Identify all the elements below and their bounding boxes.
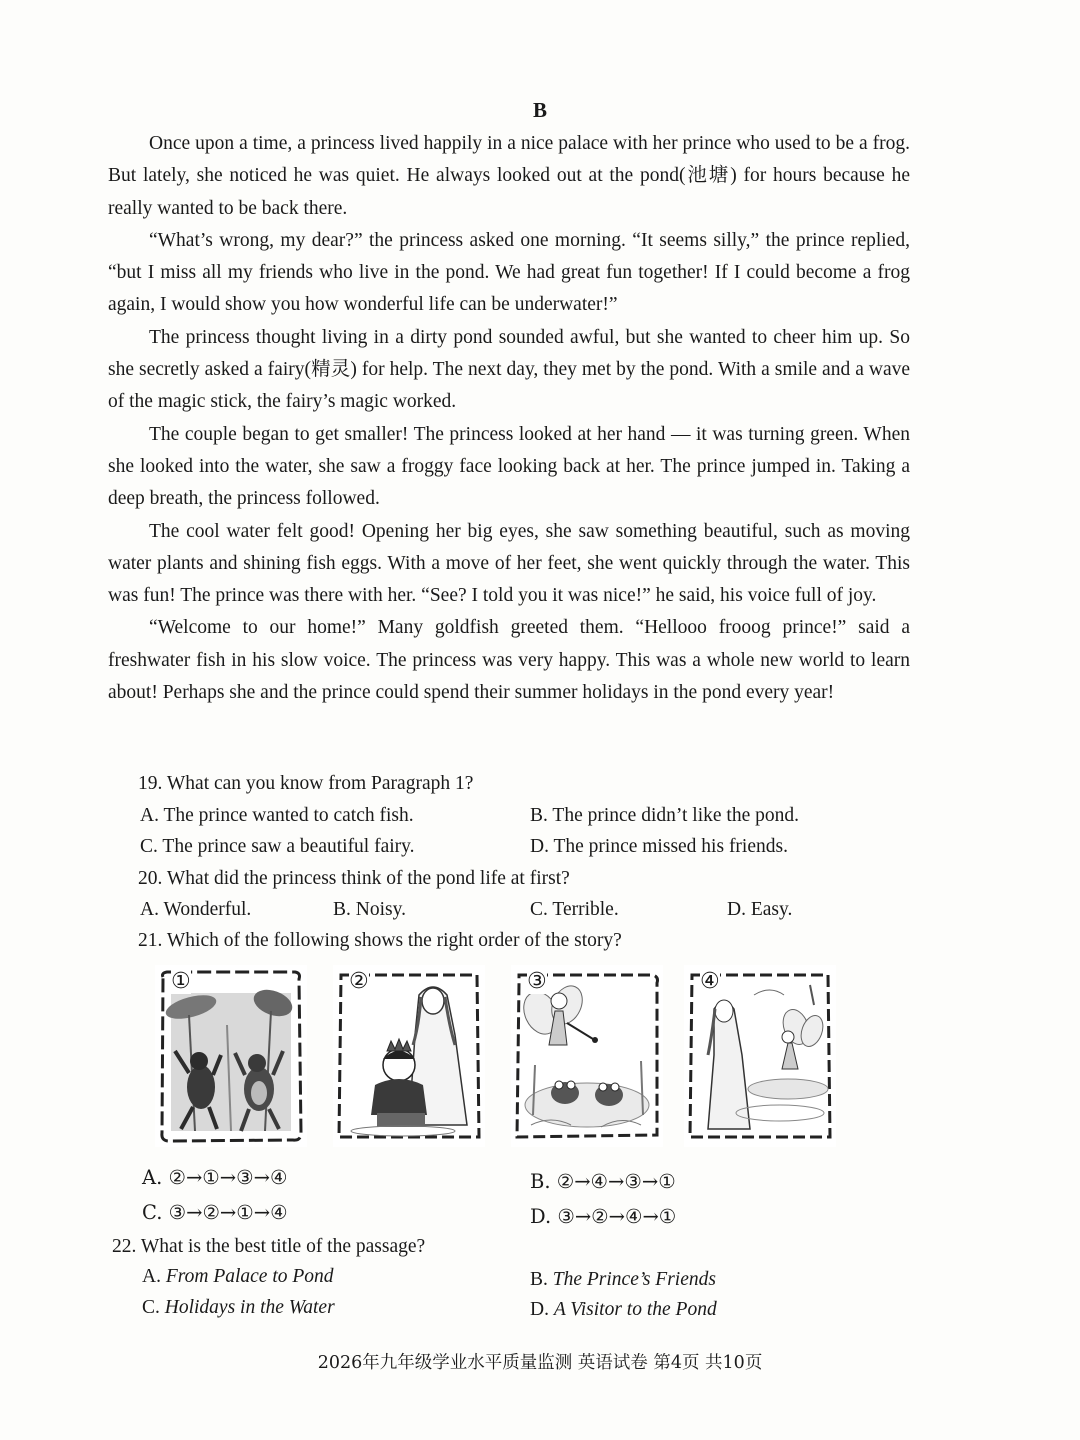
q19-option-a[interactable]: A. The prince wanted to catch fish. [140,805,414,826]
q21-option-b[interactable]: B. ②→④→③→① [530,1170,676,1193]
q22-option-b-letter: B. [530,1269,548,1290]
reading-passage [108,128,910,709]
q20-option-b[interactable]: B. Noisy. [333,899,406,920]
q22-option-c-letter: C. [142,1297,160,1318]
picture-2-prince-princess [333,965,485,1147]
q22-option-d[interactable] [530,1299,717,1321]
q20-option-c[interactable]: C. Terrible. [530,899,619,920]
q19-option-b[interactable]: B. The prince didn’t like the pond. [530,805,799,826]
q21-stem: 21. Which of the following shows the right order of the story? [138,930,622,951]
picture-2-number: ② [349,969,369,994]
q22-option-d-letter: D. [530,1299,549,1320]
picture-3-number: ③ [527,969,547,994]
paragraph-2: “What’s wrong, my dear?” the princess asked one morning. “It seems silly,” the prince replied, “but I miss all my friends who live in the pond. We had great fun together! If I could become a frog again, I would show you how wonderful life can be underwater!” [108,229,910,316]
q20-option-a[interactable]: A. Wonderful. [140,899,252,920]
q20-stem: 20. What did the princess think of the pond life at first? [138,868,570,889]
q22-option-d-text: A Visitor to the Pond [553,1299,717,1320]
q22-stem: 22. What is the best title of the passage? [112,1236,426,1257]
picture-4-number: ④ [700,969,720,994]
q22-option-a-text: From Palace to Pond [165,1266,334,1287]
q19-option-c[interactable]: C. The prince saw a beautiful fairy. [140,836,415,857]
picture-1-number: ① [171,969,191,994]
paragraph-1: Once upon a time, a princess lived happily in a nice palace with her prince who used to be a frog. But lately, she noticed he was quiet. He always looked out at the pond(池塘) for hours because he really wanted to be back there. [108,133,910,219]
page-footer: 2026年九年级学业水平质量监测 英语试卷 第4页 共10页 [317,1353,763,1373]
picture-1-frogs [155,965,307,1147]
q22-option-b[interactable] [530,1269,716,1291]
picture-4-princess-fairy [684,965,836,1147]
q19-stem: 19. What can you know from Paragraph 1? [138,773,474,794]
q19-option-d[interactable]: D. The prince missed his friends. [530,836,788,857]
q22-option-c[interactable] [142,1297,335,1319]
q22-option-c-text: Holidays in the Water [164,1297,335,1318]
q22-option-a[interactable] [142,1266,334,1288]
paragraph-5: The cool water felt good! Opening her big eyes, she saw something beautiful, such as moving water plants and shining fish eggs. With a move of her feet, she went quickly through the water. This was fun! The prince was there with her. “See? I told you it was nice!” he said, his voice full of joy. [108,520,910,607]
q22-option-a-letter: A. [142,1266,161,1287]
q21-option-a[interactable]: A. ②→①→③→④ [142,1166,288,1189]
section-label: B [532,98,547,122]
q20-option-d[interactable]: D. Easy. [727,899,793,920]
paragraph-3: The princess thought living in a dirty pond sounded awful, but she wanted to cheer him up. So she secretly asked a fairy(精灵) for help. The next day, they met by the pond. With a smile and a wave of the magic stick, the fairy’s magic worked. [108,326,910,413]
paragraph-4: The couple began to get smaller! The princess looked at her hand — it was turning green. When she looked into the water, she saw a froggy face looking back at her. The prince jumped in. Taking a deep breath, the princess followed. [108,423,910,510]
paragraph-6: “Welcome to our home!” Many goldfish greeted them. “Hellooo frooog prince!” said a freshwater fish in his slow voice. The princess was very happy. This was a whole new world to learn about! Perhaps she and the prince could spend their summer holidays in the pond every year! [108,617,910,704]
q21-option-d[interactable]: D. ③→②→④→① [530,1205,677,1228]
q22-option-b-text: The Prince’s Friends [552,1269,716,1290]
picture-3-fairy-frogs [511,965,663,1147]
q21-option-c[interactable]: C. ③→②→①→④ [142,1201,288,1224]
